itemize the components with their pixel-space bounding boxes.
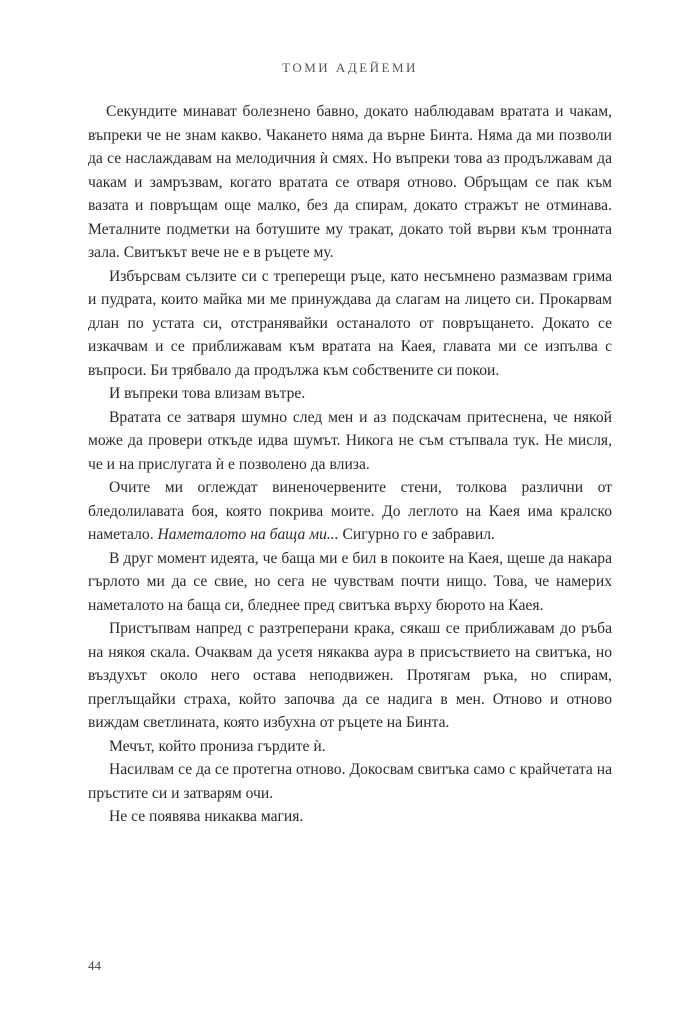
italic-phrase: Наметалото на баща ми... (157, 526, 339, 543)
paragraph: Избърсвам сълзите си с треперещи ръце, като несъмнено размазвам грима и пудрата, които майка ми ме принуждава да слагам на лицето си. Прокарвам длан по устата си, отстранявайки останалото от повръщането. Докато се изкачвам и се приближавам към вратата на Каея, главата ми се изпълва с въпроси. Би трябвало да продължа към собствените си покои. (88, 267, 612, 379)
page-number: 44 (88, 958, 101, 973)
paragraph-text: Очите ми оглеждат виненочервените стени, толкова различни от бледолилавата боя, която покрива моите. До леглото на Каея има кралско наметало. (88, 479, 612, 543)
paragraph: Секундите минават болезнено бавно, докато наблюдавам вратата и чакам, въпреки че не знам какво. Чакането няма да върне Бинта. Няма да ми позволи да се наслаждавам на мелодичния ѝ смях. Но въпреки това аз продължавам да чакам и замръзвам, когато вратата се отваря отново. Обръщам се пак към вазата и повръщам още малко, без да спирам, докато стражът не отминава. Металните подметки на ботушите му тракат, докато той върви към тронната зала. Свитъкът вече не е в ръцете му. (88, 103, 612, 261)
paragraph: В друг момент идеята, че баща ми е бил в покоите на Каея, щеше да накара гърлото ми да се свие, но сега не чувствам почти нищо. Това, че намерих наметалото на баща си, бледнее пред свитъка върху бюрото на Каея. (88, 549, 612, 614)
paragraph: Вратата се затваря шумно след мен и аз подскачам притеснена, че някой може да провери откъде идва шумът. Никога не съм стъпвала тук. Не мисля, че и на прислугата ѝ е позволено да влиза. (88, 408, 612, 473)
paragraph: Пристъпвам напред с разтреперани крака, сякаш се приближавам до ръба на някоя скала. Очаквам да усетя някаква аура в присъствието на свитъка, но въздухът около него остава неподвижен. Протягам ръка, но спирам, преглъщайки страха, който започва да се надига в мен. Отново и отново виждам светлината, която избухна от ръцете на Бинта. (88, 620, 612, 731)
paragraph-text: Сигурно го е забравил. (342, 526, 495, 543)
running-header: ТОМИ АДЕЙЕМИ (282, 60, 418, 75)
paragraph (88, 476, 612, 547)
paragraph: Мечът, който прониза гърдите ѝ. (109, 737, 326, 755)
body-text (88, 100, 612, 829)
paragraph: Не се появява никаква магия. (109, 808, 304, 825)
paragraph: И въпреки това влизам вътре. (109, 385, 306, 402)
paragraph: Насилвам се да се протегна отново. Докосвам свитъка само с крайчетата на пръстите си и затварям очи. (88, 761, 612, 802)
